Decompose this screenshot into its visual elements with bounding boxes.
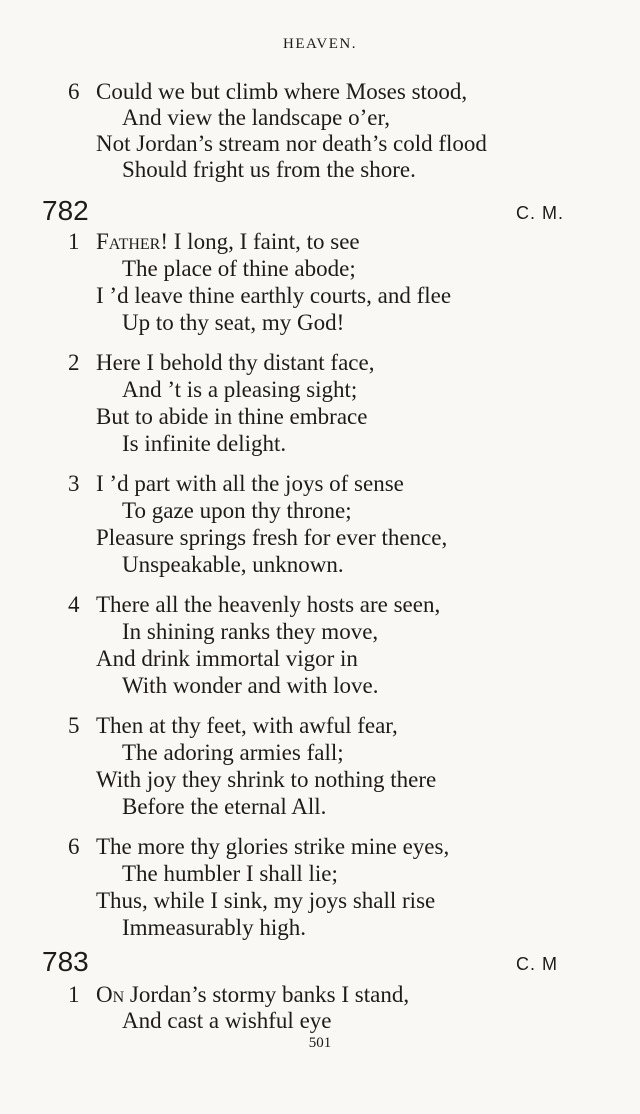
- hymn-number: 782: [42, 195, 89, 226]
- stanza-number: 2: [68, 350, 80, 375]
- stanza-line: Should fright us from the shore.: [122, 157, 416, 182]
- hymn-meter: C. M.: [516, 203, 564, 223]
- stanza-line: With joy they shrink to nothing there: [96, 767, 437, 792]
- stanza-number: 4: [68, 592, 80, 617]
- stanza-line: And view the landscape o’er,: [122, 105, 390, 130]
- stanza-first-rest: ! I long, I faint, to see: [160, 229, 360, 254]
- stanza-line: The adoring armies fall;: [122, 740, 344, 765]
- stanza-line: Before the eternal All.: [122, 794, 327, 819]
- running-header: HEAVEN.: [283, 36, 357, 52]
- stanza-line: But to abide in thine embrace: [96, 404, 368, 429]
- stanza-line: To gaze upon thy throne;: [122, 498, 352, 523]
- stanza-number: 6: [68, 834, 80, 859]
- stanza-line: With wonder and with love.: [122, 673, 379, 698]
- stanza-first-word: On: [96, 982, 125, 1007]
- stanza-line: There all the heavenly hosts are seen,: [96, 592, 441, 617]
- stanza-line: [96, 229, 360, 255]
- stanza-line: And cast a wishful eye: [122, 1008, 332, 1033]
- stanza-line: I ’d leave thine earthly courts, and flee: [96, 283, 452, 308]
- hymn-meter: C. M: [516, 954, 558, 974]
- stanza-line: The place of thine abode;: [122, 256, 356, 281]
- stanza-number: 1: [68, 982, 80, 1007]
- stanza-line: Is infinite delight.: [122, 431, 287, 456]
- hymn-number: 783: [42, 946, 89, 977]
- stanza-number: 3: [68, 471, 80, 496]
- stanza-number: 1: [68, 229, 80, 254]
- stanza-line: Immeasurably high.: [122, 915, 306, 940]
- stanza-line: The humbler I shall lie;: [122, 861, 338, 886]
- stanza-line: Here I behold thy distant face,: [96, 350, 375, 375]
- stanza-line: Not Jordan’s stream nor death’s cold flood: [96, 131, 487, 156]
- stanza-line: And drink immortal vigor in: [96, 646, 358, 671]
- stanza-line: Up to thy seat, my God!: [122, 310, 345, 335]
- stanza-line: Then at thy feet, with awful fear,: [96, 713, 398, 738]
- stanza-line: [96, 982, 409, 1008]
- stanza-line: The more thy glories strike mine eyes,: [96, 834, 450, 859]
- stanza-first-word: Father: [96, 229, 161, 254]
- stanza-number: 5: [68, 713, 80, 738]
- stanza-number: 6: [68, 79, 80, 104]
- stanza-first-rest: Jordan’s stormy banks I stand,: [124, 982, 410, 1007]
- stanza-line: I ’d part with all the joys of sense: [96, 471, 404, 496]
- stanza-line: And ’t is a pleasing sight;: [122, 377, 358, 402]
- stanza-line: Unspeakable, unknown.: [122, 552, 344, 577]
- stanza-line: Pleasure springs fresh for ever thence,: [96, 525, 448, 550]
- stanza-line: In shining ranks they move,: [122, 619, 379, 644]
- page-number: 501: [308, 1035, 332, 1051]
- stanza-line: Could we but climb where Moses stood,: [96, 79, 468, 104]
- stanza-line: Thus, while I sink, my joys shall rise: [96, 888, 436, 913]
